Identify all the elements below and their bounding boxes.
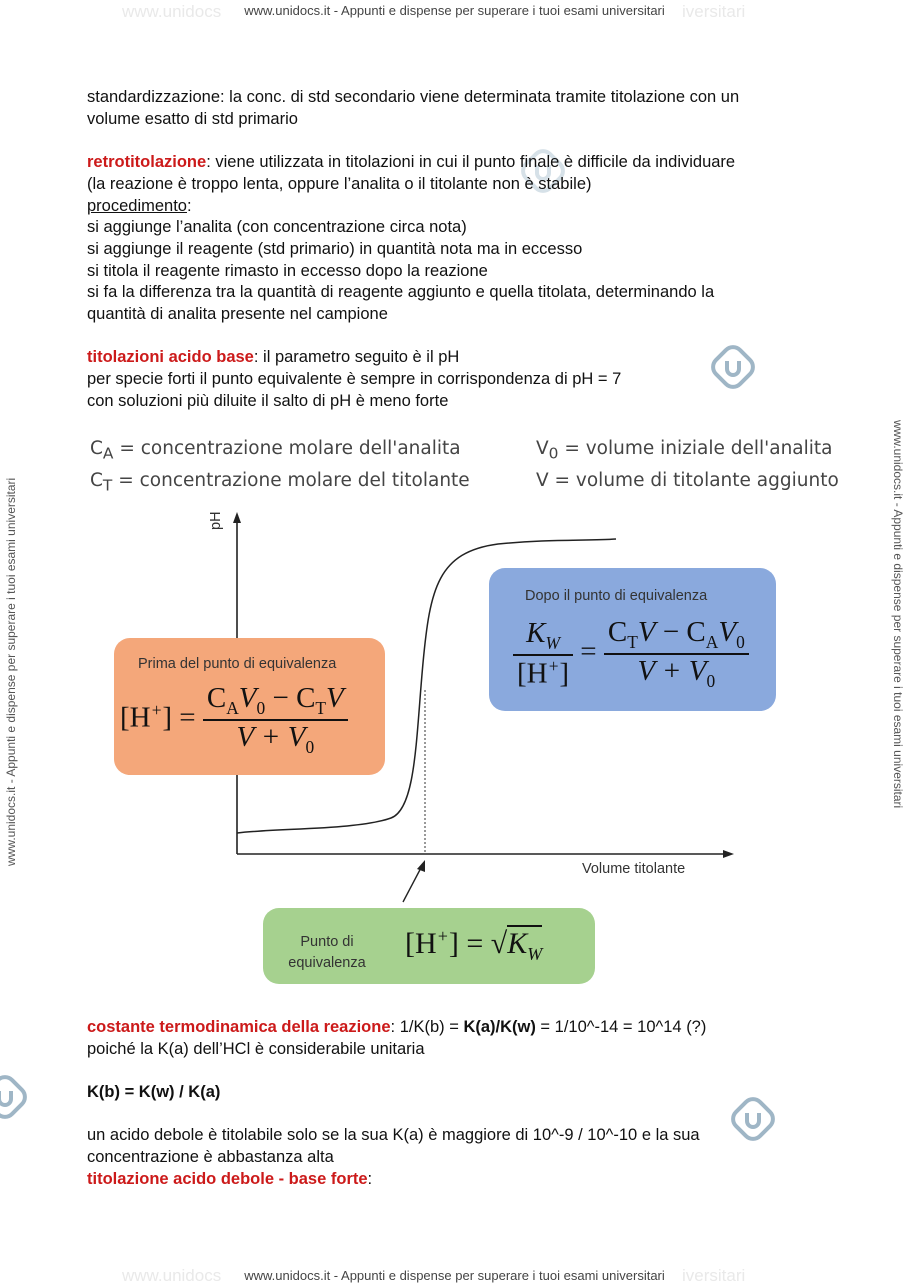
ghost-brand-bottom-left: www.unidocs (122, 1266, 222, 1285)
text-span: : il parametro seguito è il pH (253, 348, 460, 367)
ghost-brand-bottom-right: iversitari (682, 1266, 746, 1285)
page-header: www.unidocs.it - Appunti e dispense per superare i tuoi esami universitari (244, 3, 665, 18)
formula-part: V + V (637, 654, 707, 687)
formula-part: T (627, 631, 638, 652)
x-axis-label: Volume titolante (582, 861, 686, 877)
formula-part: 0 (706, 670, 716, 691)
procedure-label: procedimento (87, 196, 187, 215)
formula-part: − C (265, 682, 316, 714)
text-line: concentrazione è abbastanza alta (87, 1148, 334, 1167)
formula-part: 0 (256, 697, 266, 718)
formula-after-equivalence (513, 616, 749, 692)
text-span: : (186, 196, 192, 215)
def-text: = concentrazione molare dell'analita (113, 438, 461, 459)
box-title: Prima del punto di equivalenza (138, 656, 337, 672)
formula-part: + (150, 699, 163, 720)
procedure-step: si fa la differenza tra la quantità di reagente aggiunto e quella titolata, determinando la (87, 283, 715, 302)
ghost-brand-top-right: iversitari (682, 2, 746, 21)
formula-part: + (547, 655, 560, 676)
formula-part: C (607, 616, 628, 648)
def-text: = volume iniziale dell'analita (558, 438, 833, 459)
box-title: Dopo il punto di equivalenza (525, 588, 708, 604)
fraction-denominator (203, 721, 348, 758)
formula-part: ] (448, 927, 459, 960)
paragraph-standardizzazione (87, 87, 847, 413)
formula-before-equivalence (120, 682, 348, 758)
costante-line (87, 1017, 847, 1039)
right-side-watermark: www.unidocs.it - Appunti e dispense per superare i tuoi esami universitari (891, 420, 905, 809)
fraction-denominator (604, 655, 749, 692)
def-text: = concentrazione molare del titolante (112, 470, 470, 491)
equivalence-point-box (263, 908, 595, 984)
def-subscript: T (102, 476, 113, 495)
formula-part: [H (405, 927, 437, 960)
text-line: standardizzazione: la conc. di std secondario viene determinata tramite titolazione con un (87, 88, 740, 106)
weak-acid-heading (87, 1169, 847, 1191)
formula-part: + (436, 926, 449, 946)
formula-fraction (513, 617, 573, 690)
formula-part: [H (517, 657, 548, 690)
definition-v: V = volume di titolante aggiunto (536, 470, 839, 491)
formula-equivalence (405, 926, 542, 965)
y-axis-arrowhead (233, 512, 241, 523)
procedure-step: quantità di analita presente nel campione (87, 305, 388, 324)
formula-part: W (527, 944, 543, 964)
formula-part: W (545, 632, 560, 653)
acid-base-heading (87, 347, 847, 369)
text-span: : viene utilizzata in titolazioni in cui il punto finale è difficile da individuare (206, 153, 736, 172)
formula-part: A (705, 631, 719, 652)
pointer-arrowhead (417, 860, 425, 872)
text-span: = 1/10^-14 = 10^14 (?) (535, 1018, 707, 1036)
formula-part: [H (120, 701, 151, 734)
formula-part: C (206, 682, 227, 714)
term-retrotitolazione: retrotitolazione (87, 153, 207, 172)
text-line: poiché la K(a) dell’HCl è considerabile unitaria (87, 1039, 425, 1058)
formula-part: K (507, 927, 528, 960)
titration-figure (78, 428, 839, 996)
ghost-brand-top-left: www.unidocs (122, 2, 222, 21)
text-span-bold: K(a)/K(w) (463, 1018, 536, 1036)
label-line: Punto di (300, 934, 354, 950)
formula-part: V (238, 682, 257, 714)
x-axis-arrowhead (723, 850, 734, 858)
procedure-heading (87, 196, 847, 218)
formula-part: V + V (236, 720, 306, 753)
term-titolazioni-acido-base: titolazioni acido base (87, 348, 254, 367)
formula-part: − C (655, 616, 706, 648)
after-equivalence-box (489, 568, 776, 711)
retrotitolazione-intro (87, 152, 847, 174)
def-symbol: V (536, 438, 549, 459)
formula-fraction (604, 616, 749, 692)
text-line: (la reazione è troppo lenta, oppure l’analita o il titolante non è stabile) (87, 174, 592, 193)
term-costante-termodinamica: costante termodinamica della reazione (87, 1018, 391, 1036)
formula-part: A (226, 697, 239, 718)
formula-part: = √ (458, 927, 508, 960)
watermark-logo-icon (0, 1074, 28, 1120)
procedure-step: si aggiunge l’analita (con concentrazione circa nota) (87, 218, 467, 237)
equivalence-label (285, 932, 369, 974)
y-axis-label: pH (208, 511, 224, 530)
def-subscript: 0 (548, 444, 559, 463)
label-line: equivalenza (288, 955, 366, 971)
formula-part: V (718, 616, 737, 648)
text-line: volume esatto di std primario (87, 109, 298, 128)
fraction-numerator (203, 682, 348, 721)
formula-fraction (203, 682, 348, 758)
formula-part: ] (559, 657, 570, 690)
text-line: per specie forti il punto equivalente è sempre in corrispondenza di pH = 7 (87, 370, 622, 389)
text-span: : (367, 1169, 373, 1188)
paragraph-costante (87, 1017, 847, 1191)
left-side-watermark: www.unidocs.it - Appunti e dispense per superare i tuoi esami universitari (4, 477, 18, 866)
procedure-step: si titola il reagente rimasto in eccesso dopo la reazione (87, 261, 488, 280)
def-symbol: C (90, 470, 103, 491)
page-footer: www.unidocs.it - Appunti e dispense per superare i tuoi esami universitari (244, 1268, 665, 1283)
fraction-denominator (513, 656, 573, 691)
text-line: un acido debole è titolabile solo se la sua K(a) è maggiore di 10^-9 / 10^-10 e la sua (87, 1126, 700, 1145)
formula-part: 0 (305, 736, 315, 757)
fraction-numerator (513, 617, 573, 656)
def-symbol: C (90, 438, 103, 459)
term-titolazione-acido-debole: titolazione acido debole - base forte (87, 1169, 368, 1188)
formula-part: = (573, 635, 604, 668)
formula-part: V (326, 682, 344, 714)
formula-part: = (172, 701, 203, 734)
formula-part: 0 (736, 631, 745, 652)
text-line: con soluzioni più diluite il salto di pH è meno forte (87, 391, 449, 410)
before-equivalence-box (114, 638, 385, 775)
kb-formula: K(b) = K(w) / K(a) (87, 1083, 221, 1102)
formula-part: ] (162, 701, 173, 734)
text-span: : 1/K(b) = (390, 1018, 464, 1036)
procedure-step: si aggiunge il reagente (std primario) in quantità nota ma in eccesso (87, 239, 583, 258)
formula-part: T (315, 697, 327, 718)
formula-part: K (526, 617, 546, 650)
fraction-numerator (604, 616, 749, 655)
sqrt-radicand (507, 925, 543, 964)
formula-part: V (637, 616, 656, 648)
def-subscript: A (102, 444, 114, 463)
